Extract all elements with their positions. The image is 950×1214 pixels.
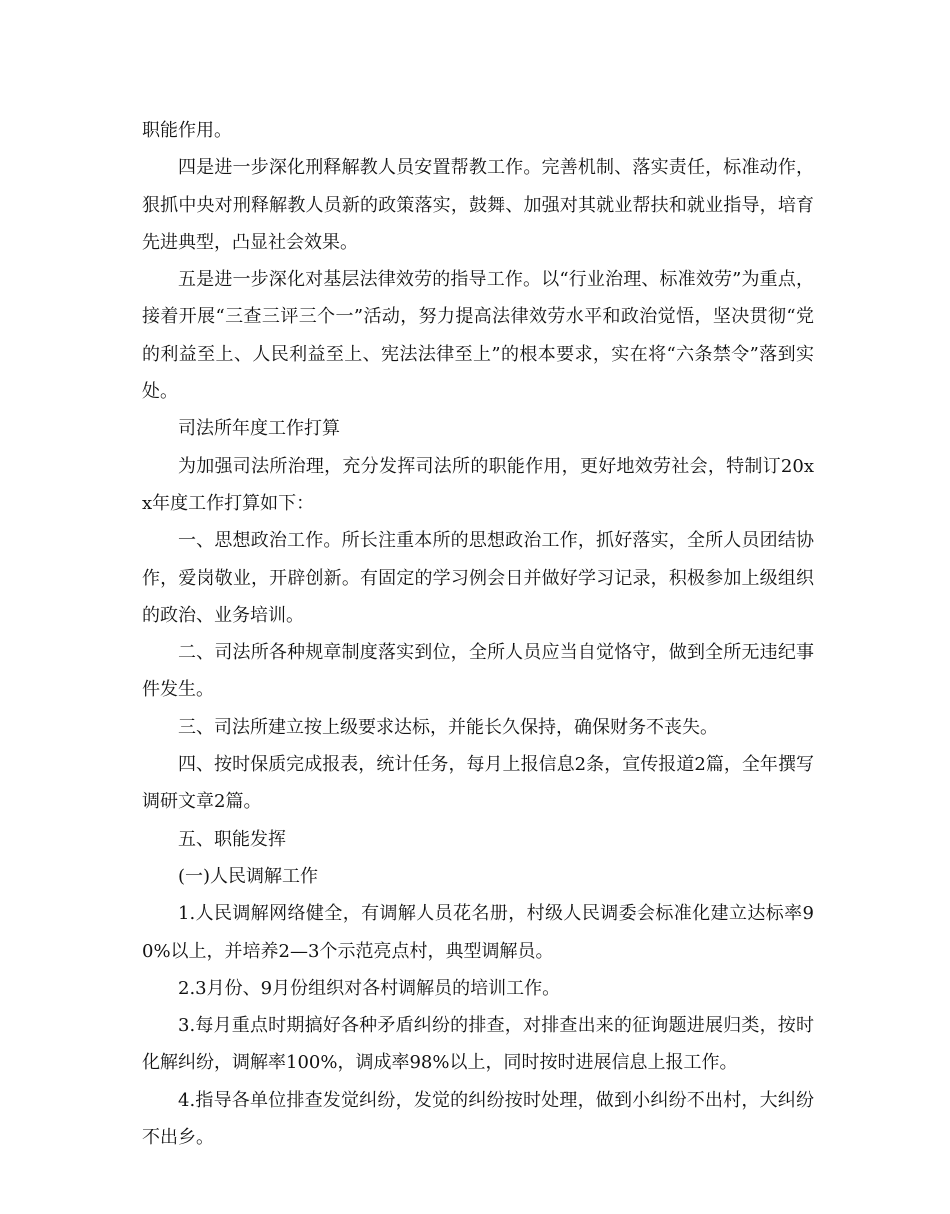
subsection-heading: 五、职能发挥 — [178, 828, 286, 850]
paragraph: 四是进一步深化刑释解教人员安置帮教工作。完善机制、落实责任，标准动作，狠抓中央对刑释解教人员新的政策落实，鼓舞、加强对其就业帮扶和就业指导，培育先进典型，凸显社会效果。 — [142, 157, 814, 253]
paragraph: 为加强司法所治理，充分发挥司法所的职能作用，更好地效劳社会，特制订20xx年度工作打算如下： — [142, 455, 814, 514]
paragraph: 二、司法所各种规章制度落实到位，全所人员应当自觉恪守，做到全所无违纪事件发生。 — [142, 642, 814, 701]
paragraph: 四、按时保质完成报表，统计任务，每月上报信息2条，宣传报道2篇，全年撰写调研文章2篇。 — [142, 754, 814, 813]
document-body — [142, 112, 814, 1156]
section-heading: 司法所年度工作打算 — [178, 418, 340, 440]
paragraph: 五是进一步深化对基层法律效劳的指导工作。以“行业治理、标准效劳”为重点，接着开展“三查三评三个一”活动，努力提高法律效劳水平和政治觉悟，坚决贯彻“党的利益至上、人民利益至上、宪法法律至上”的根本要求，实在将“六条禁令”落到实处。 — [142, 269, 814, 403]
paragraph: 职能作用。 — [142, 120, 232, 141]
paragraph: 一、思想政治工作。所长注重本所的思想政治工作，抓好落实，全所人员团结协作，爱岗敬业，开辟创新。有固定的学习例会日并做好学习记录，积极参加上级组织的政治、业务培训。 — [142, 530, 814, 626]
subsection-heading: (一)人民调解工作 — [178, 865, 319, 887]
list-item: 2.3月份、9月份组织对各村调解员的培训工作。 — [178, 977, 561, 999]
paragraph: 三、司法所建立按上级要求达标，并能长久保持，确保财务不丧失。 — [178, 716, 718, 738]
list-item: 3.每月重点时期搞好各种矛盾纠纷的排查，对排查出来的征询题进展归类，按时化解纠纷，调解率100%，调成率98%以上，同时按时进展信息上报工作。 — [142, 1015, 814, 1074]
list-item: 4.指导各单位排查发觉纠纷，发觉的纠纷按时处理，做到小纠纷不出村，大纠纷不出乡。 — [142, 1089, 814, 1149]
list-item: 1.人民调解网络健全，有调解人员花名册，村级人民调委会标准化建立达标率90%以上，并培养2—3个示范亮点村，典型调解员。 — [142, 903, 814, 962]
